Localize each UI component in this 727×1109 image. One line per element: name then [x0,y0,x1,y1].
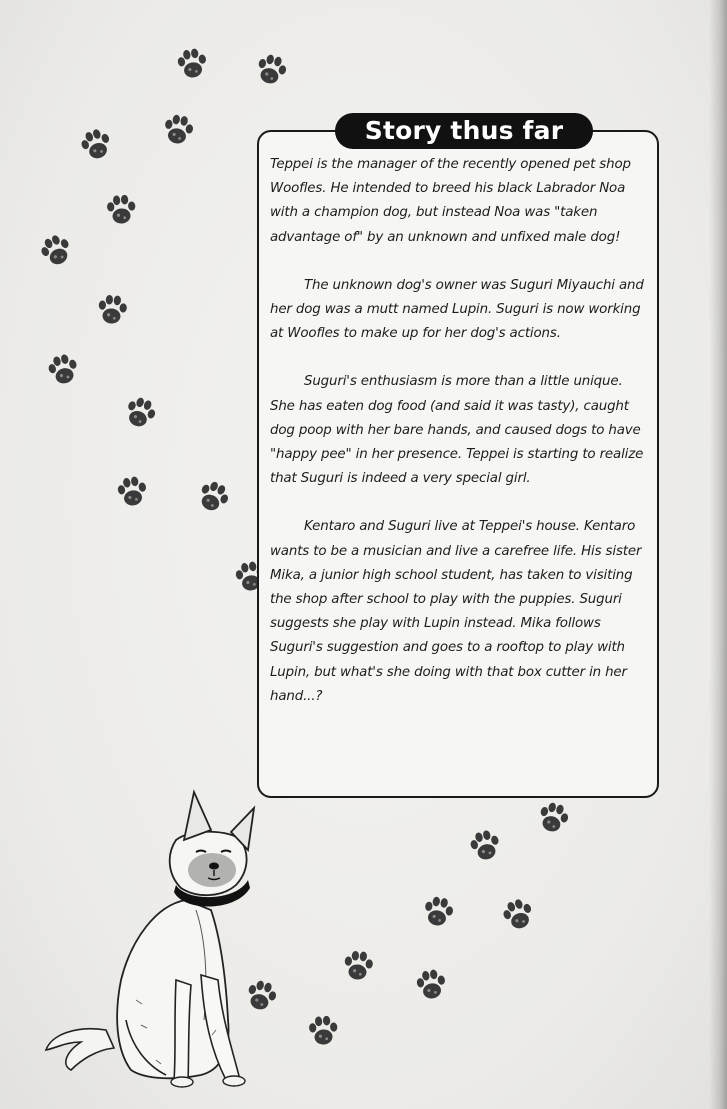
paw-print [46,352,81,387]
paw-print [116,475,149,508]
paw-print [343,950,374,981]
paw-print [536,800,571,835]
paw-print [195,478,233,516]
paw-print [415,968,448,1001]
dog-muzzle [188,853,236,887]
paw-print [97,294,128,325]
paw-print [176,47,209,80]
story-paragraph: Kentaro and Suguri live at Teppei's house. Kentaro wants to be a musician and live a carefree life. His sister Mika, a junior high school student, has taken to visiting the shop after school to play with the puppies. Suguri suggests she play with Lupin instead. Mika follows Suguri's suggestion and goes to a rooftop to play with Lupin, but what's she doing with that box cutter in her hand...? [270,519,642,704]
story-paragraph: Suguri's enthusiasm is more than a little unique. She has eaten dog food (and said it was tasty), caught dog poop with her bare hands, and caused dogs to have "happy pee" in her presence. Teppei is starting to realize that Suguri is indeed a very special girl. [270,374,644,487]
paw-print [106,194,137,225]
paw-print [254,52,289,87]
paw-print [37,231,75,269]
story-body [270,153,650,733]
dog-front-leg [174,980,191,1082]
paw-print [123,394,159,430]
paw-print [162,113,195,146]
paw-print [78,126,114,162]
dog-tail [46,1029,114,1070]
paw-print [468,828,503,863]
dog-paw [223,1076,245,1086]
akita-dog-illustration [36,780,276,1100]
paw-print [308,1015,339,1046]
story-paragraph: Teppei is the manager of the recently opened pet shop Woofles. He intended to breed his black Labrador Noa with a champion dog, but instead Noa was "taken advantage of" by an unknown and unfixed male dog! [270,157,631,245]
dog-nose [209,863,219,870]
story-title: Story thus far [335,113,593,149]
paw-print [422,895,455,928]
paw-print [500,896,536,932]
dog-paw [171,1077,193,1087]
story-paragraph: The unknown dog's owner was Suguri Miyauchi and her dog was a mutt named Lupin. Suguri is now working at Woofles to make up for her dog's actions. [270,277,644,342]
